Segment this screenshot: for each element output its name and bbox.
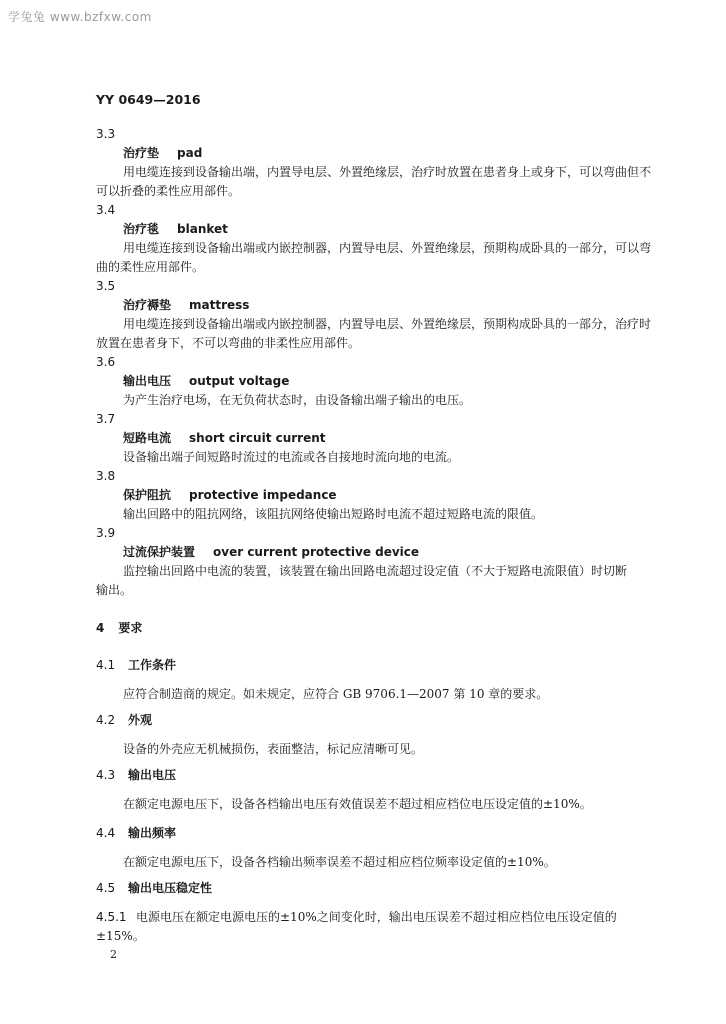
- clause-number: 3.5: [96, 279, 116, 293]
- subsection-heading: [96, 880, 212, 896]
- definition-line: 曲的柔性应用部件。: [96, 260, 205, 274]
- definition-line: 输出回路中的阻抗网络，该阻抗网络使输出短路时电流不超过短路电流的限值。: [123, 507, 544, 521]
- clause-text: 电源电压在额定电源电压的±10%之间变化时，输出电压误差不超过相应档位电压设定值的: [136, 910, 617, 924]
- requirement-text: 在额定电源电压下，设备各档输出频率误差不超过相应档位频率设定值的±10%。: [123, 855, 556, 869]
- term-en: output voltage: [189, 374, 290, 388]
- definition-line: 输出。: [96, 583, 133, 597]
- term-en: protective impedance: [189, 488, 337, 502]
- term-zh: 输出电压: [123, 374, 172, 388]
- term-zh: 短路电流: [123, 431, 172, 445]
- requirement-text: 设备的外壳应无机械损伤，表面整洁，标记应清晰可见。: [123, 742, 424, 756]
- term-heading: [123, 544, 419, 560]
- definition-line: 用电缆连接到设备输出端或内嵌控制器，内置导电层、外置绝缘层，预期构成卧具的一部分，治疗时: [123, 317, 652, 331]
- subsection-number: 4.4: [96, 826, 116, 840]
- subsection-heading: [96, 657, 176, 673]
- clause-number: 3.7: [96, 412, 116, 426]
- subsection-title: 工作条件: [128, 658, 177, 672]
- subsection-heading: [96, 767, 176, 783]
- term-heading: [123, 297, 249, 313]
- subsection-number: 4.5: [96, 881, 116, 895]
- definition-line: 可以折叠的柔性应用部件。: [96, 184, 241, 198]
- clause-number: 4.5.1: [96, 910, 127, 924]
- term-heading: [123, 487, 337, 503]
- subsection-title: 输出频率: [128, 826, 177, 840]
- requirement-text: 在额定电源电压下，设备各档输出电压有效值误差不超过相应档位电压设定值的±10%。: [123, 797, 592, 811]
- term-zh: 治疗褥垫: [123, 298, 172, 312]
- term-zh: 过流保护装置: [123, 545, 196, 559]
- clause-text-line: [96, 909, 617, 925]
- definition-line: 设备输出端子间短路时流过的电流或各自接地时流向地的电流。: [123, 450, 460, 464]
- clause-number: 3.4: [96, 203, 116, 217]
- clause-number: 3.8: [96, 469, 116, 483]
- section-number: 4: [96, 621, 105, 635]
- section-title: 要求: [118, 621, 143, 635]
- definition-line: 用电缆连接到设备输出端，内置导电层、外置绝缘层，治疗时放置在患者身上或身下，可以弯曲但不: [123, 165, 652, 179]
- term-en: pad: [177, 146, 203, 160]
- standard-code-header: YY 0649—2016: [96, 92, 201, 107]
- page-number: 2: [110, 948, 117, 961]
- term-heading: [123, 221, 228, 237]
- watermark-text: 学兔兔 www.bzfxw.com: [8, 10, 152, 24]
- subsection-title: 输出电压: [128, 768, 177, 782]
- subsection-number: 4.2: [96, 713, 116, 727]
- term-en: short circuit current: [189, 431, 326, 445]
- term-zh: 治疗垫: [123, 146, 160, 160]
- term-en: mattress: [189, 298, 250, 312]
- definition-line: 放置在患者身下，不可以弯曲的非柔性应用部件。: [96, 336, 361, 350]
- clause-number: 3.6: [96, 355, 116, 369]
- clause-number: 3.9: [96, 526, 116, 540]
- definition-line: 监控输出回路中电流的装置，该装置在输出回路电流超过设定值（不大于短路电流限值）时切断: [123, 564, 628, 578]
- term-heading: [123, 373, 289, 389]
- requirement-text: 应符合制造商的规定。如未规定，应符合 GB 9706.1—2007 第 10 章的要求。: [123, 687, 549, 701]
- subsection-heading: [96, 712, 152, 728]
- term-en: blanket: [177, 222, 228, 236]
- section-heading: [96, 620, 142, 636]
- definition-line: 用电缆连接到设备输出端或内嵌控制器，内置导电层、外置绝缘层，预期构成卧具的一部分，可以弯: [123, 241, 652, 255]
- subsection-number: 4.3: [96, 768, 116, 782]
- term-en: over current protective device: [213, 545, 420, 559]
- clause-number: 3.3: [96, 127, 116, 141]
- subsection-number: 4.1: [96, 658, 116, 672]
- clause-text-line: ±15%。: [96, 929, 145, 943]
- term-zh: 治疗毯: [123, 222, 160, 236]
- subsection-title: 输出电压稳定性: [128, 881, 213, 895]
- definition-line: 为产生治疗电场，在无负荷状态时，由设备输出端子输出的电压。: [123, 393, 472, 407]
- subsection-title: 外观: [128, 713, 153, 727]
- subsection-heading: [96, 825, 176, 841]
- term-zh: 保护阻抗: [123, 488, 172, 502]
- term-heading: [123, 430, 326, 446]
- term-heading: [123, 145, 202, 161]
